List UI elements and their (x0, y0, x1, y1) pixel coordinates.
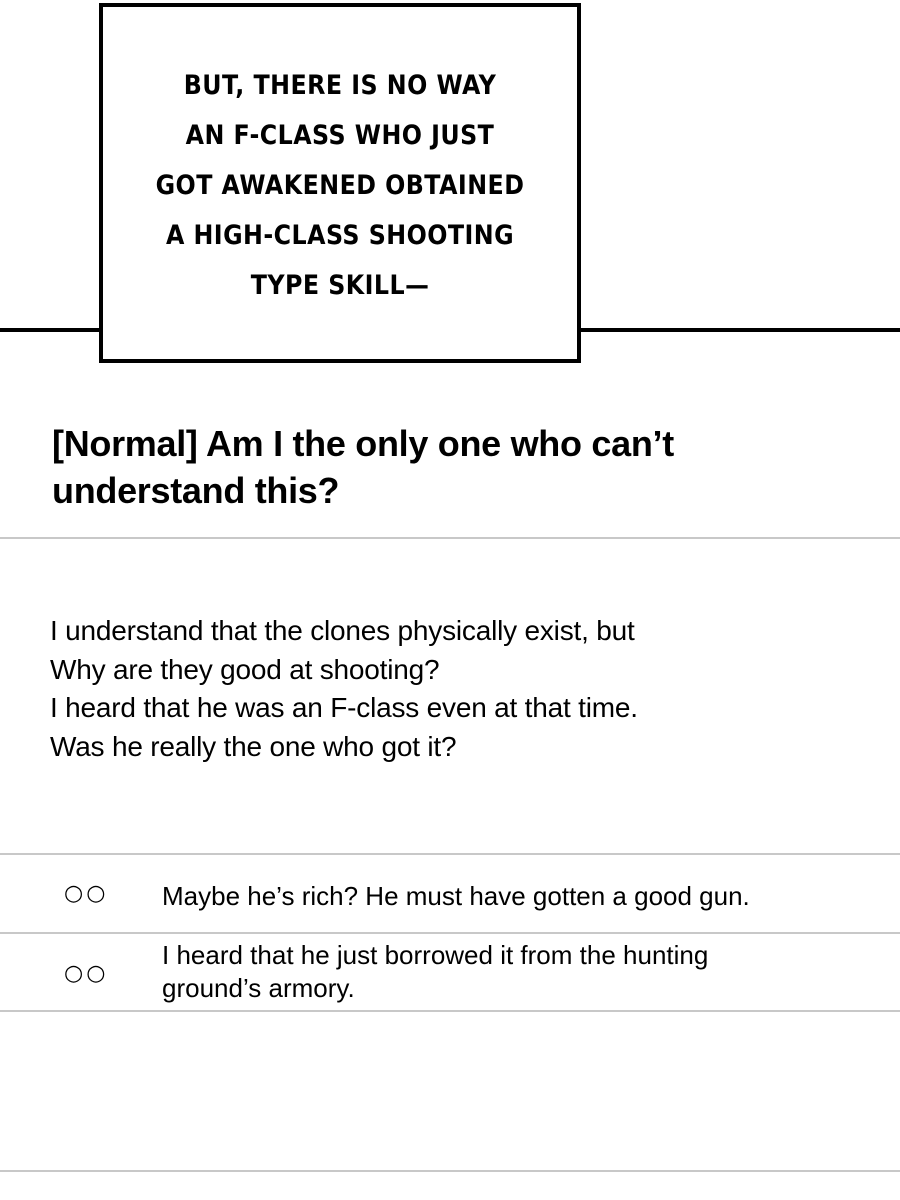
title-divider (0, 537, 900, 539)
caption-line: TYPE SKILL— (250, 270, 430, 301)
caption-line: BUT, THERE IS NO WAY (183, 70, 497, 101)
post-body (50, 612, 870, 766)
commenter-name: ○○ (64, 961, 109, 986)
post-title-line: [Normal] Am I the only one who can’t (52, 423, 674, 464)
caption-line: A HIGH-CLASS SHOOTING (165, 220, 515, 251)
comment-line: ground’s armory. (162, 973, 355, 1003)
caption-line: AN F-CLASS WHO JUST (185, 120, 495, 151)
panel-border-line-left (0, 328, 102, 332)
comment-text (162, 879, 862, 913)
caption-line: GOT AWAKENED OBTAINED (155, 170, 525, 201)
panel-border-line-right (578, 328, 900, 332)
comment-item (0, 934, 900, 1010)
narration-caption-box (99, 3, 581, 363)
bottom-divider (0, 1170, 900, 1172)
comment-divider (0, 1010, 900, 1012)
comment-text (162, 939, 862, 1005)
comment-line: Maybe he’s rich? He must have gotten a good gun. (162, 881, 750, 911)
post-body-line: Was he really the one who got it? (50, 730, 457, 762)
commenter-name: ○○ (64, 881, 109, 906)
post-body-line: Why are they good at shooting? (50, 653, 440, 685)
post-title-line: understand this? (52, 470, 340, 511)
post-title (52, 420, 852, 514)
narration-caption-text (103, 61, 577, 311)
comment-line: I heard that he just borrowed it from the hunting (162, 940, 709, 970)
comment-item (0, 855, 900, 932)
post-body-line: I understand that the clones physically exist, but (50, 615, 635, 646)
post-body-line: I heard that he was an F-class even at that time. (50, 692, 638, 723)
